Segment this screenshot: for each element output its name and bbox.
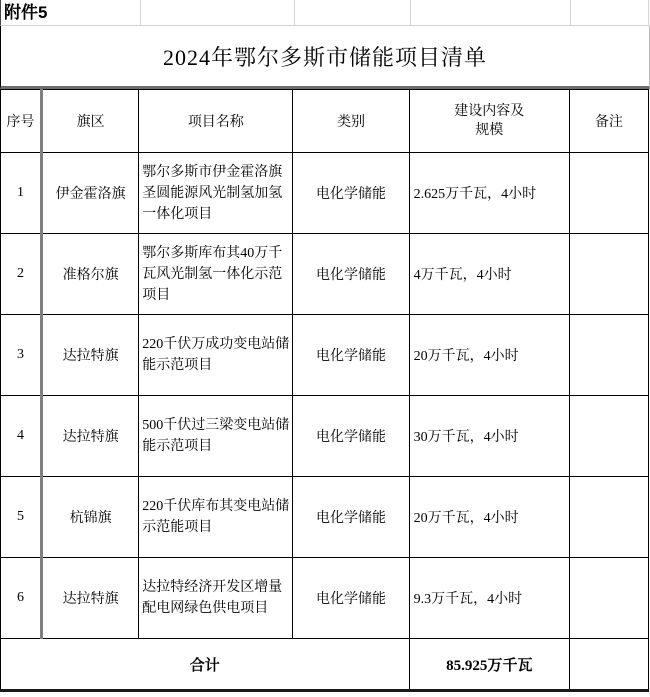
col-header-category: 类别 bbox=[293, 90, 409, 153]
cell-no: 2 bbox=[1, 234, 42, 315]
attachment-label: 附件5 bbox=[4, 3, 48, 22]
cell-project: 500千伏过三梁变电站储能示范项目 bbox=[139, 396, 293, 477]
table-row bbox=[1, 153, 649, 234]
cell-scale: 4万千瓦，4小时 bbox=[409, 234, 569, 315]
grid-line bbox=[294, 0, 295, 25]
total-label-cell: 合计 bbox=[1, 639, 410, 691]
cell-project: 鄂尔多斯库布其40万千瓦风光制氢一体化示范项目 bbox=[139, 234, 293, 315]
cell-district: 杭锦旗 bbox=[42, 477, 139, 558]
col-header-district: 旗区 bbox=[42, 90, 139, 153]
table-title-row bbox=[0, 26, 650, 89]
table-row bbox=[1, 396, 649, 477]
cell-remark bbox=[569, 315, 648, 396]
page-title: 2024年鄂尔多斯市储能项目清单 bbox=[162, 44, 487, 70]
grid-line bbox=[648, 0, 649, 25]
spreadsheet-top-row bbox=[0, 0, 650, 26]
cell-project: 220千伏库布其变电站储示范能项目 bbox=[139, 477, 293, 558]
col-header-scale: 建设内容及规模 bbox=[409, 90, 569, 153]
cell-remark bbox=[569, 396, 648, 477]
total-remark-cell bbox=[569, 639, 648, 691]
cell-scale: 9.3万千瓦，4小时 bbox=[409, 558, 569, 639]
cell-no: 3 bbox=[1, 315, 42, 396]
cell-remark bbox=[569, 477, 648, 558]
col-header-no: 序号 bbox=[1, 90, 42, 153]
table-row bbox=[1, 477, 649, 558]
col-header-remark: 备注 bbox=[569, 90, 648, 153]
cell-district: 达拉特旗 bbox=[42, 558, 139, 639]
cell-project: 达拉特经济开发区增量配电网绿色供电项目 bbox=[139, 558, 293, 639]
col-header-project: 项目名称 bbox=[139, 90, 293, 153]
cell-category: 电化学储能 bbox=[293, 153, 409, 234]
cell-category: 电化学储能 bbox=[293, 315, 409, 396]
cell-no: 6 bbox=[1, 558, 42, 639]
cell-category: 电化学储能 bbox=[293, 396, 409, 477]
cell-scale: 20万千瓦，4小时 bbox=[409, 477, 569, 558]
cell-scale: 30万千瓦，4小时 bbox=[409, 396, 569, 477]
table-row bbox=[1, 315, 649, 396]
cell-scale: 20万千瓦，4小时 bbox=[409, 315, 569, 396]
cell-no: 1 bbox=[1, 153, 42, 234]
cell-no: 4 bbox=[1, 396, 42, 477]
cell-remark bbox=[569, 234, 648, 315]
cell-no: 5 bbox=[1, 477, 42, 558]
cell-category: 电化学储能 bbox=[293, 234, 409, 315]
table-row bbox=[1, 558, 649, 639]
grid-line bbox=[410, 0, 411, 25]
cell-project: 220千伏万成功变电站储能示范项目 bbox=[139, 315, 293, 396]
cell-project: 鄂尔多斯市伊金霍洛旗圣圆能源风光制氢加氢一体化项目 bbox=[139, 153, 293, 234]
cell-remark bbox=[569, 153, 648, 234]
cell-category: 电化学储能 bbox=[293, 558, 409, 639]
total-scale-cell: 85.925万千瓦 bbox=[409, 639, 569, 691]
cell-district: 准格尔旗 bbox=[42, 234, 139, 315]
cell-district: 达拉特旗 bbox=[42, 396, 139, 477]
header-row bbox=[1, 90, 649, 153]
total-row bbox=[1, 639, 649, 691]
project-table bbox=[0, 89, 649, 692]
cell-district: 伊金霍洛旗 bbox=[42, 153, 139, 234]
table-row bbox=[1, 234, 649, 315]
grid-line bbox=[570, 0, 571, 25]
cell-district: 达拉特旗 bbox=[42, 315, 139, 396]
cell-remark bbox=[569, 558, 648, 639]
grid-line bbox=[140, 0, 141, 25]
cell-scale: 2.625万千瓦，4小时 bbox=[409, 153, 569, 234]
cell-category: 电化学储能 bbox=[293, 477, 409, 558]
